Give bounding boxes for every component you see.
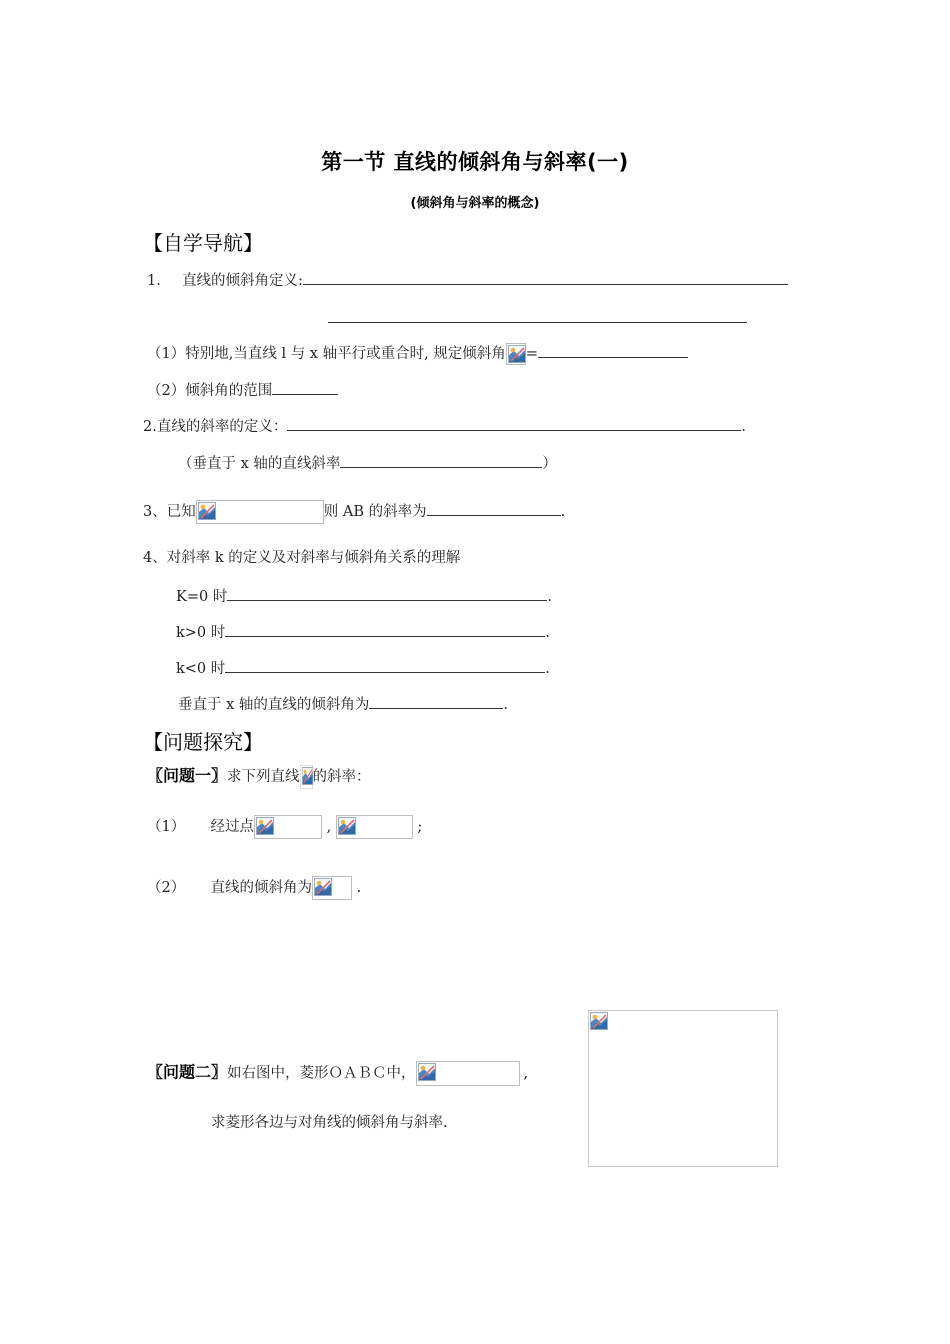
item3-blank[interactable] bbox=[427, 499, 561, 516]
k-negative-blank[interactable] bbox=[225, 656, 545, 673]
sub1-equals: = bbox=[525, 346, 538, 362]
broken-image-icon bbox=[590, 1012, 608, 1030]
question1-line bbox=[147, 765, 371, 789]
question2-task: 求菱形各边与对角线的倾斜角与斜率. bbox=[211, 1115, 448, 1131]
line-l-image-icon bbox=[300, 765, 313, 789]
sub1-line bbox=[147, 341, 688, 365]
vertical-blank[interactable] bbox=[369, 692, 503, 709]
k-positive-line: k>0 时 . bbox=[176, 620, 550, 643]
part1-number: （1） bbox=[147, 819, 186, 835]
k-zero-label: K=0 时 bbox=[176, 589, 228, 605]
part2-text: 直线的倾斜角为 bbox=[210, 880, 312, 896]
item1-blank[interactable] bbox=[303, 268, 788, 285]
item1-number: 1. bbox=[147, 273, 161, 289]
part1-semicolon: ; bbox=[417, 819, 423, 835]
k-positive-label: k>0 时 bbox=[176, 625, 226, 641]
section-heading-exploration: 【问题探究】 bbox=[143, 730, 263, 754]
k-negative-label: k<0 时 bbox=[176, 661, 226, 677]
alpha-image-icon bbox=[506, 343, 526, 365]
question2-comma: , bbox=[523, 1065, 529, 1082]
item2-blank[interactable] bbox=[287, 414, 741, 431]
points-ab-image-icon bbox=[196, 500, 324, 524]
part1-comma: , bbox=[326, 819, 332, 835]
question1-label: 〖问题一〗 bbox=[147, 766, 228, 785]
angle-image-icon bbox=[312, 876, 352, 900]
part2-period: . bbox=[356, 880, 362, 896]
rhombus-figure-image bbox=[588, 1010, 778, 1167]
item2-text: 2.直线的斜率的定义： bbox=[143, 419, 288, 435]
item2-period: . bbox=[741, 419, 746, 435]
point-a-image-icon bbox=[254, 815, 322, 839]
sub2-text: （2）倾斜角的范围 bbox=[147, 383, 273, 399]
part1-text: 经过点 bbox=[210, 819, 254, 835]
point-b-image-icon bbox=[336, 815, 413, 839]
question2-line bbox=[147, 1061, 528, 1086]
item2-line bbox=[143, 414, 746, 437]
item1-blank-line2[interactable] bbox=[328, 306, 747, 327]
item2-note-line bbox=[178, 451, 557, 474]
k-zero-line: K=0 时 . bbox=[176, 584, 552, 607]
sub1-blank[interactable] bbox=[538, 341, 688, 358]
sub2-line bbox=[147, 378, 338, 401]
question1-text: 求下列直线 bbox=[227, 769, 300, 785]
item1-line bbox=[147, 268, 788, 291]
page-title: 第一节 直线的倾斜角与斜率(一) bbox=[321, 150, 629, 174]
sub2-blank[interactable] bbox=[272, 378, 338, 395]
part2-number: （2） bbox=[147, 880, 186, 896]
item3-period: . bbox=[560, 504, 566, 520]
item2-note-text: （垂直于 x 轴的直线斜率 bbox=[178, 456, 341, 472]
item3-mid: 则 AB 的斜率为 bbox=[323, 504, 427, 520]
question1-part2 bbox=[147, 876, 361, 900]
k-positive-blank[interactable] bbox=[225, 620, 545, 637]
sub1-text: （1）特别地,当直线 l 与 x 轴平行或重合时, 规定倾斜角 bbox=[147, 346, 506, 362]
vertical-text: 垂直于 x 轴的直线的倾斜角为 bbox=[178, 697, 370, 713]
question2-label: 〖问题二〗 bbox=[147, 1062, 228, 1082]
k-negative-line: k<0 时 . bbox=[176, 656, 550, 679]
item2-note-close: ） bbox=[542, 456, 557, 472]
item3-text: 3、已知 bbox=[143, 504, 196, 520]
section-heading-self-study: 【自学导航】 bbox=[143, 231, 263, 255]
question1-part1 bbox=[147, 815, 422, 839]
item1-label: 直线的倾斜角定义: bbox=[182, 273, 303, 289]
rhombus-condition-image-icon bbox=[416, 1061, 520, 1086]
item2-note-blank[interactable] bbox=[340, 451, 542, 468]
question2-text: 如右图中，菱形ＯＡＢＣ中， bbox=[227, 1065, 416, 1082]
vertical-period: . bbox=[503, 697, 509, 713]
item4-line: 4、对斜率 k 的定义及对斜率与倾斜角关系的理解 bbox=[143, 550, 461, 566]
k-zero-blank[interactable] bbox=[227, 584, 547, 601]
item3-line bbox=[143, 499, 565, 524]
page-subtitle: (倾斜角与斜率的概念) bbox=[410, 196, 540, 211]
question1-text2: 的斜率： bbox=[312, 769, 371, 785]
vertical-line-item bbox=[178, 692, 508, 715]
